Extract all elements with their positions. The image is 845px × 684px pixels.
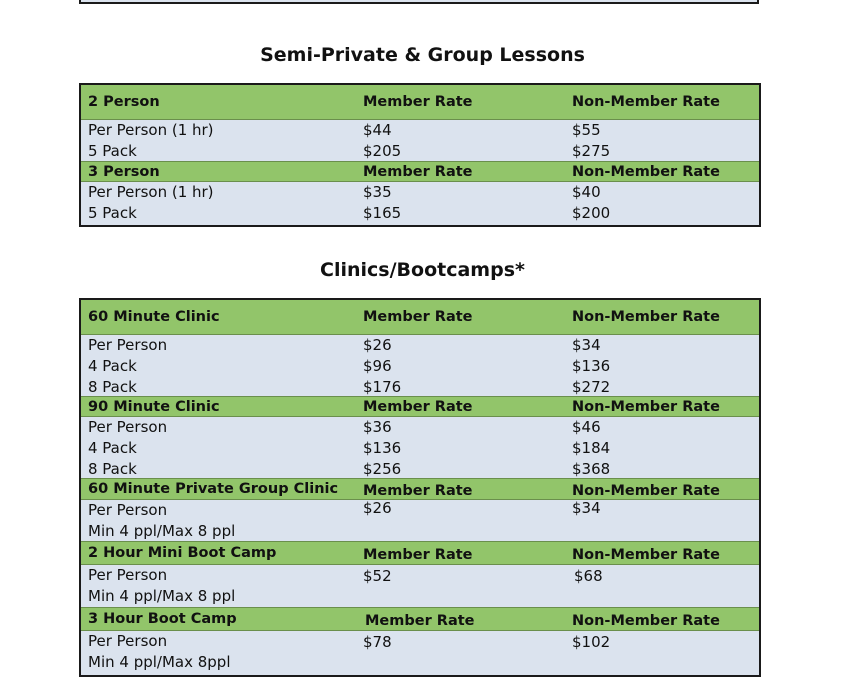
table-row — [81, 120, 759, 141]
member-price: $52 — [363, 567, 392, 585]
table-row — [81, 438, 759, 459]
group-name: 3 Hour Boot Camp — [88, 611, 237, 627]
non-member-price: $184 — [572, 439, 611, 457]
table-row — [81, 500, 759, 521]
member-rate-header: Member Rate — [363, 94, 473, 110]
item-label: Per Person — [88, 632, 168, 650]
member-price: $136 — [363, 439, 402, 457]
item-label: Per Person — [88, 418, 168, 436]
semi-private-rates-table — [79, 83, 761, 227]
item-label: 5 Pack — [88, 204, 137, 222]
group-body — [81, 417, 759, 478]
non-member-price: $55 — [572, 121, 601, 139]
group-name: 60 Minute Private Group Clinic — [88, 481, 339, 497]
member-price: $26 — [363, 336, 392, 354]
group-header-60-minute-clinic — [81, 300, 759, 335]
member-price: $78 — [363, 633, 392, 651]
non-member-price: $102 — [572, 633, 611, 651]
non-member-price: $368 — [572, 460, 611, 478]
non-member-price: $40 — [572, 183, 601, 201]
table-row — [81, 652, 759, 675]
table-row — [81, 356, 759, 377]
non-member-price: $200 — [572, 204, 611, 222]
clinics-rates-table — [79, 298, 761, 677]
non-member-rate-header: Non-Member Rate — [572, 94, 720, 110]
item-label: Min 4 ppl/Max 8ppl — [88, 653, 231, 671]
item-label: 8 Pack — [88, 378, 137, 396]
item-label: 5 Pack — [88, 142, 137, 160]
non-member-price: $136 — [572, 357, 611, 375]
member-price: $44 — [363, 121, 392, 139]
non-member-rate-header: Non-Member Rate — [572, 309, 720, 325]
group-name: 2 Person — [88, 94, 160, 110]
non-member-price: $46 — [572, 418, 601, 436]
item-label: Min 4 ppl/Max 8 ppl — [88, 522, 236, 540]
member-rate-header: Member Rate — [363, 398, 473, 415]
member-price: $36 — [363, 418, 392, 436]
non-member-rate-header: Non-Member Rate — [572, 483, 720, 499]
table-row — [81, 586, 759, 607]
item-label: Min 4 ppl/Max 8 ppl — [88, 587, 236, 605]
member-rate-header: Member Rate — [365, 613, 475, 630]
section-title-semi-private: Semi-Private & Group Lessons — [260, 44, 585, 66]
non-member-rate-header: Non-Member Rate — [572, 398, 720, 415]
group-body — [81, 335, 759, 396]
group-body — [81, 565, 759, 607]
group-name: 2 Hour Mini Boot Camp — [88, 545, 277, 561]
non-member-price: $68 — [574, 567, 603, 585]
non-member-rate-header: Non-Member Rate — [572, 163, 720, 180]
group-body — [81, 182, 759, 225]
table-row — [81, 182, 759, 203]
group-name: 60 Minute Clinic — [88, 309, 220, 325]
section-title-clinics: Clinics/Bootcamps* — [320, 259, 525, 281]
non-member-price: $34 — [572, 499, 601, 517]
member-price: $26 — [363, 499, 392, 517]
table-row — [81, 521, 759, 541]
table-row — [81, 565, 759, 586]
table-row — [81, 417, 759, 438]
member-rate-header: Member Rate — [363, 547, 473, 564]
item-label: Per Person — [88, 336, 168, 354]
table-row — [81, 141, 759, 161]
member-price: $256 — [363, 460, 402, 478]
group-header-90-minute-clinic — [81, 396, 759, 417]
member-price: $205 — [363, 142, 402, 160]
item-label: 4 Pack — [88, 357, 137, 375]
item-label: Per Person — [88, 501, 168, 519]
non-member-rate-header: Non-Member Rate — [572, 547, 720, 564]
group-body — [81, 631, 759, 675]
item-label: 8 Pack — [88, 460, 137, 478]
table-row — [81, 203, 759, 225]
group-name: 90 Minute Clinic — [88, 398, 220, 415]
group-name: 3 Person — [88, 163, 160, 180]
member-rate-header: Member Rate — [363, 163, 473, 180]
group-body — [81, 500, 759, 541]
group-body — [81, 120, 759, 161]
non-member-price: $272 — [572, 378, 611, 396]
previous-table-bottom — [79, 0, 759, 4]
group-header-private-group-clinic — [81, 478, 759, 500]
member-rate-header: Member Rate — [363, 309, 473, 325]
group-header-2-person — [81, 85, 759, 120]
group-header-mini-boot-camp — [81, 541, 759, 565]
member-price: $96 — [363, 357, 392, 375]
member-price: $35 — [363, 183, 392, 201]
item-label: Per Person (1 hr) — [88, 183, 214, 201]
non-member-price: $275 — [572, 142, 611, 160]
table-row — [81, 335, 759, 356]
group-header-boot-camp — [81, 607, 759, 631]
table-row — [81, 377, 759, 396]
non-member-rate-header: Non-Member Rate — [572, 613, 720, 630]
member-rate-header: Member Rate — [363, 483, 473, 499]
item-label: Per Person (1 hr) — [88, 121, 214, 139]
member-price: $165 — [363, 204, 402, 222]
member-price: $176 — [363, 378, 402, 396]
item-label: 4 Pack — [88, 439, 137, 457]
non-member-price: $34 — [572, 336, 601, 354]
item-label: Per Person — [88, 566, 168, 584]
group-header-3-person — [81, 161, 759, 182]
table-row — [81, 631, 759, 652]
table-row — [81, 459, 759, 478]
